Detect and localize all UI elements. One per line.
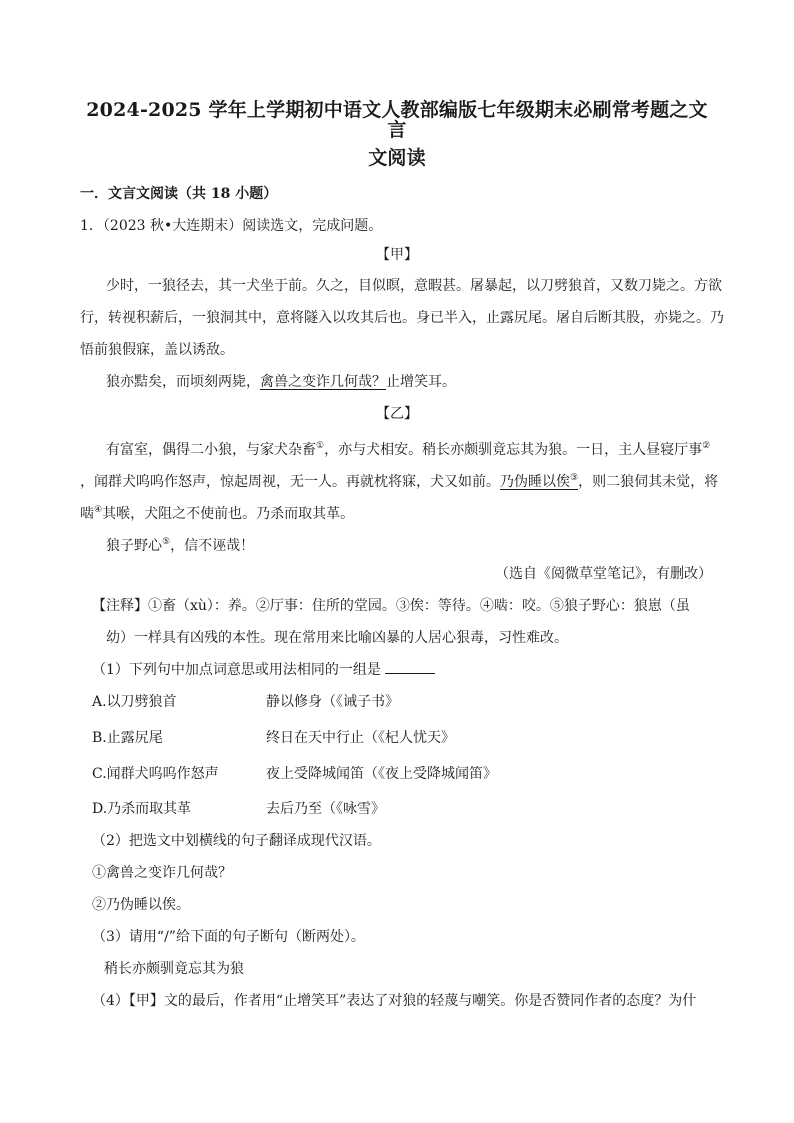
- option-d-left: D.乃杀而取其革: [92, 801, 192, 817]
- passage-yi-text: 狼子野心: [106, 538, 162, 554]
- underlined-sentence-2: [500, 474, 578, 490]
- passage-jia-line-3: 悟前狼假寐，盖以诱敌。: [80, 342, 234, 358]
- question-3: （3）请用“/”给下面的句子断句（断两处）。: [92, 929, 365, 945]
- option-d-right: 去后乃至（《咏雪》: [266, 801, 385, 817]
- question-intro: 1．（2023 秋•大连期末）阅读选文，完成问题。: [80, 218, 383, 234]
- question-2-item-1: ①禽兽之变诈几何哉？: [92, 865, 232, 881]
- question-4: （4）【甲】文的最后，作者用“止增笑耳”表达了对狼的轻蔑与嘲笑。你是否赞同作者的态度？为什: [92, 993, 697, 1009]
- underlined-text: 乃伪睡以俟: [500, 474, 570, 490]
- passage-jia-label: 【甲】: [376, 247, 418, 263]
- option-b-left: B.止露尻尾: [92, 730, 163, 746]
- passage-yi-text: ，闻群犬呜呜作怒声，惊起周视，无一人。再就枕将寐，犬又如前。: [80, 474, 500, 490]
- passage-yi-text: 啮: [80, 506, 94, 522]
- passage-yi-text: ，亦与犬相安。稍长亦颇驯竟忘其为狼。一日，主人昼寝厅事: [324, 442, 703, 458]
- footnote-marker-5: ⑤: [162, 537, 171, 547]
- passage-yi-text: 其喉，犬阻之不使前也。乃杀而取其革。: [102, 506, 355, 522]
- passage-jia-line-1: 少时，一狼径去，其一犬坐于前。久之，目似瞑，意暇甚。屠暴起，以刀劈狼首，又数刀毙之。方欲: [106, 278, 722, 294]
- annotation-line-2: 幼）一样具有凶残的本性。现在常用来比喻凶暴的人居心狠毒，习性难改。: [106, 630, 568, 646]
- passage-yi-line-3: [80, 501, 354, 523]
- passage-yi-line-2: [80, 469, 718, 491]
- annotation-line-1: 【注释】①畜（xù）：养。②厅事：住所的堂园。③俟：等待。④啮：咬。⑤狼子野心：狼崽（虽: [92, 598, 690, 614]
- passage-jia-line-2: 行，转视积薪后，一狼洞其中，意将隧入以攻其后也。身已半入，止露尻尾。屠自后断其股，亦毙之。乃: [80, 310, 724, 326]
- question-1-text: （1）下列句中加点词意思或用法相同的一组是: [92, 662, 381, 678]
- passage-yi-text: 有富室，偶得二小狼，与家犬杂畜: [106, 442, 316, 458]
- footnote-marker-1: ①: [316, 441, 325, 451]
- answer-blank[interactable]: [385, 661, 435, 674]
- question-2-item-2: ②乃伪睡以俟。: [92, 897, 190, 913]
- section-heading: 一．文言文阅读（共 18 小题）: [80, 186, 278, 202]
- passage-jia-paragraph-2: [106, 373, 456, 391]
- footnote-marker-2: ②: [702, 441, 711, 451]
- question-3-sentence: 稍长亦颇驯竟忘其为狼: [104, 961, 244, 977]
- source-citation: （选自《阅微草堂笔记》，有删改）: [495, 566, 712, 582]
- document-title-line-2: 文阅读: [368, 147, 426, 169]
- option-b-right: 终日在天中行止（《杞人忧天》: [266, 730, 455, 746]
- passage-yi-line-1: [106, 437, 710, 459]
- option-a-right: 静以修身（《诫子书》: [266, 694, 399, 710]
- passage-yi-label: 【乙】: [376, 406, 418, 422]
- document-title-line-1: 2024-2025 学年上学期初中语文人教部编版七年级期末必刷常考题之文言: [86, 99, 708, 141]
- option-a-left: A.以刀劈狼首: [92, 694, 177, 710]
- passage-jia-p2-text: 狼亦黠矣，而顷刻两毙，: [106, 374, 260, 390]
- question-1: [92, 661, 435, 679]
- passage-yi-text: ，信不诬哉！: [170, 538, 255, 554]
- passage-yi-text: ，则二狼伺其未觉，将: [578, 474, 719, 490]
- option-c-left: C.闻群犬呜呜作怒声: [92, 766, 219, 782]
- option-c-right: 夜上受降城闻笛（《夜上受降城闻笛》: [266, 766, 497, 782]
- footnote-marker-4: ④: [94, 505, 103, 515]
- passage-jia-p2-text-end: 止增笑耳。: [386, 374, 456, 390]
- passage-yi-line-4: [106, 533, 254, 555]
- question-2: （2）把选文中划横线的句子翻译成现代汉语。: [92, 833, 381, 849]
- underlined-sentence-1: 禽兽之变诈几何哉？: [260, 374, 386, 390]
- footnote-marker-3: ③: [570, 473, 579, 483]
